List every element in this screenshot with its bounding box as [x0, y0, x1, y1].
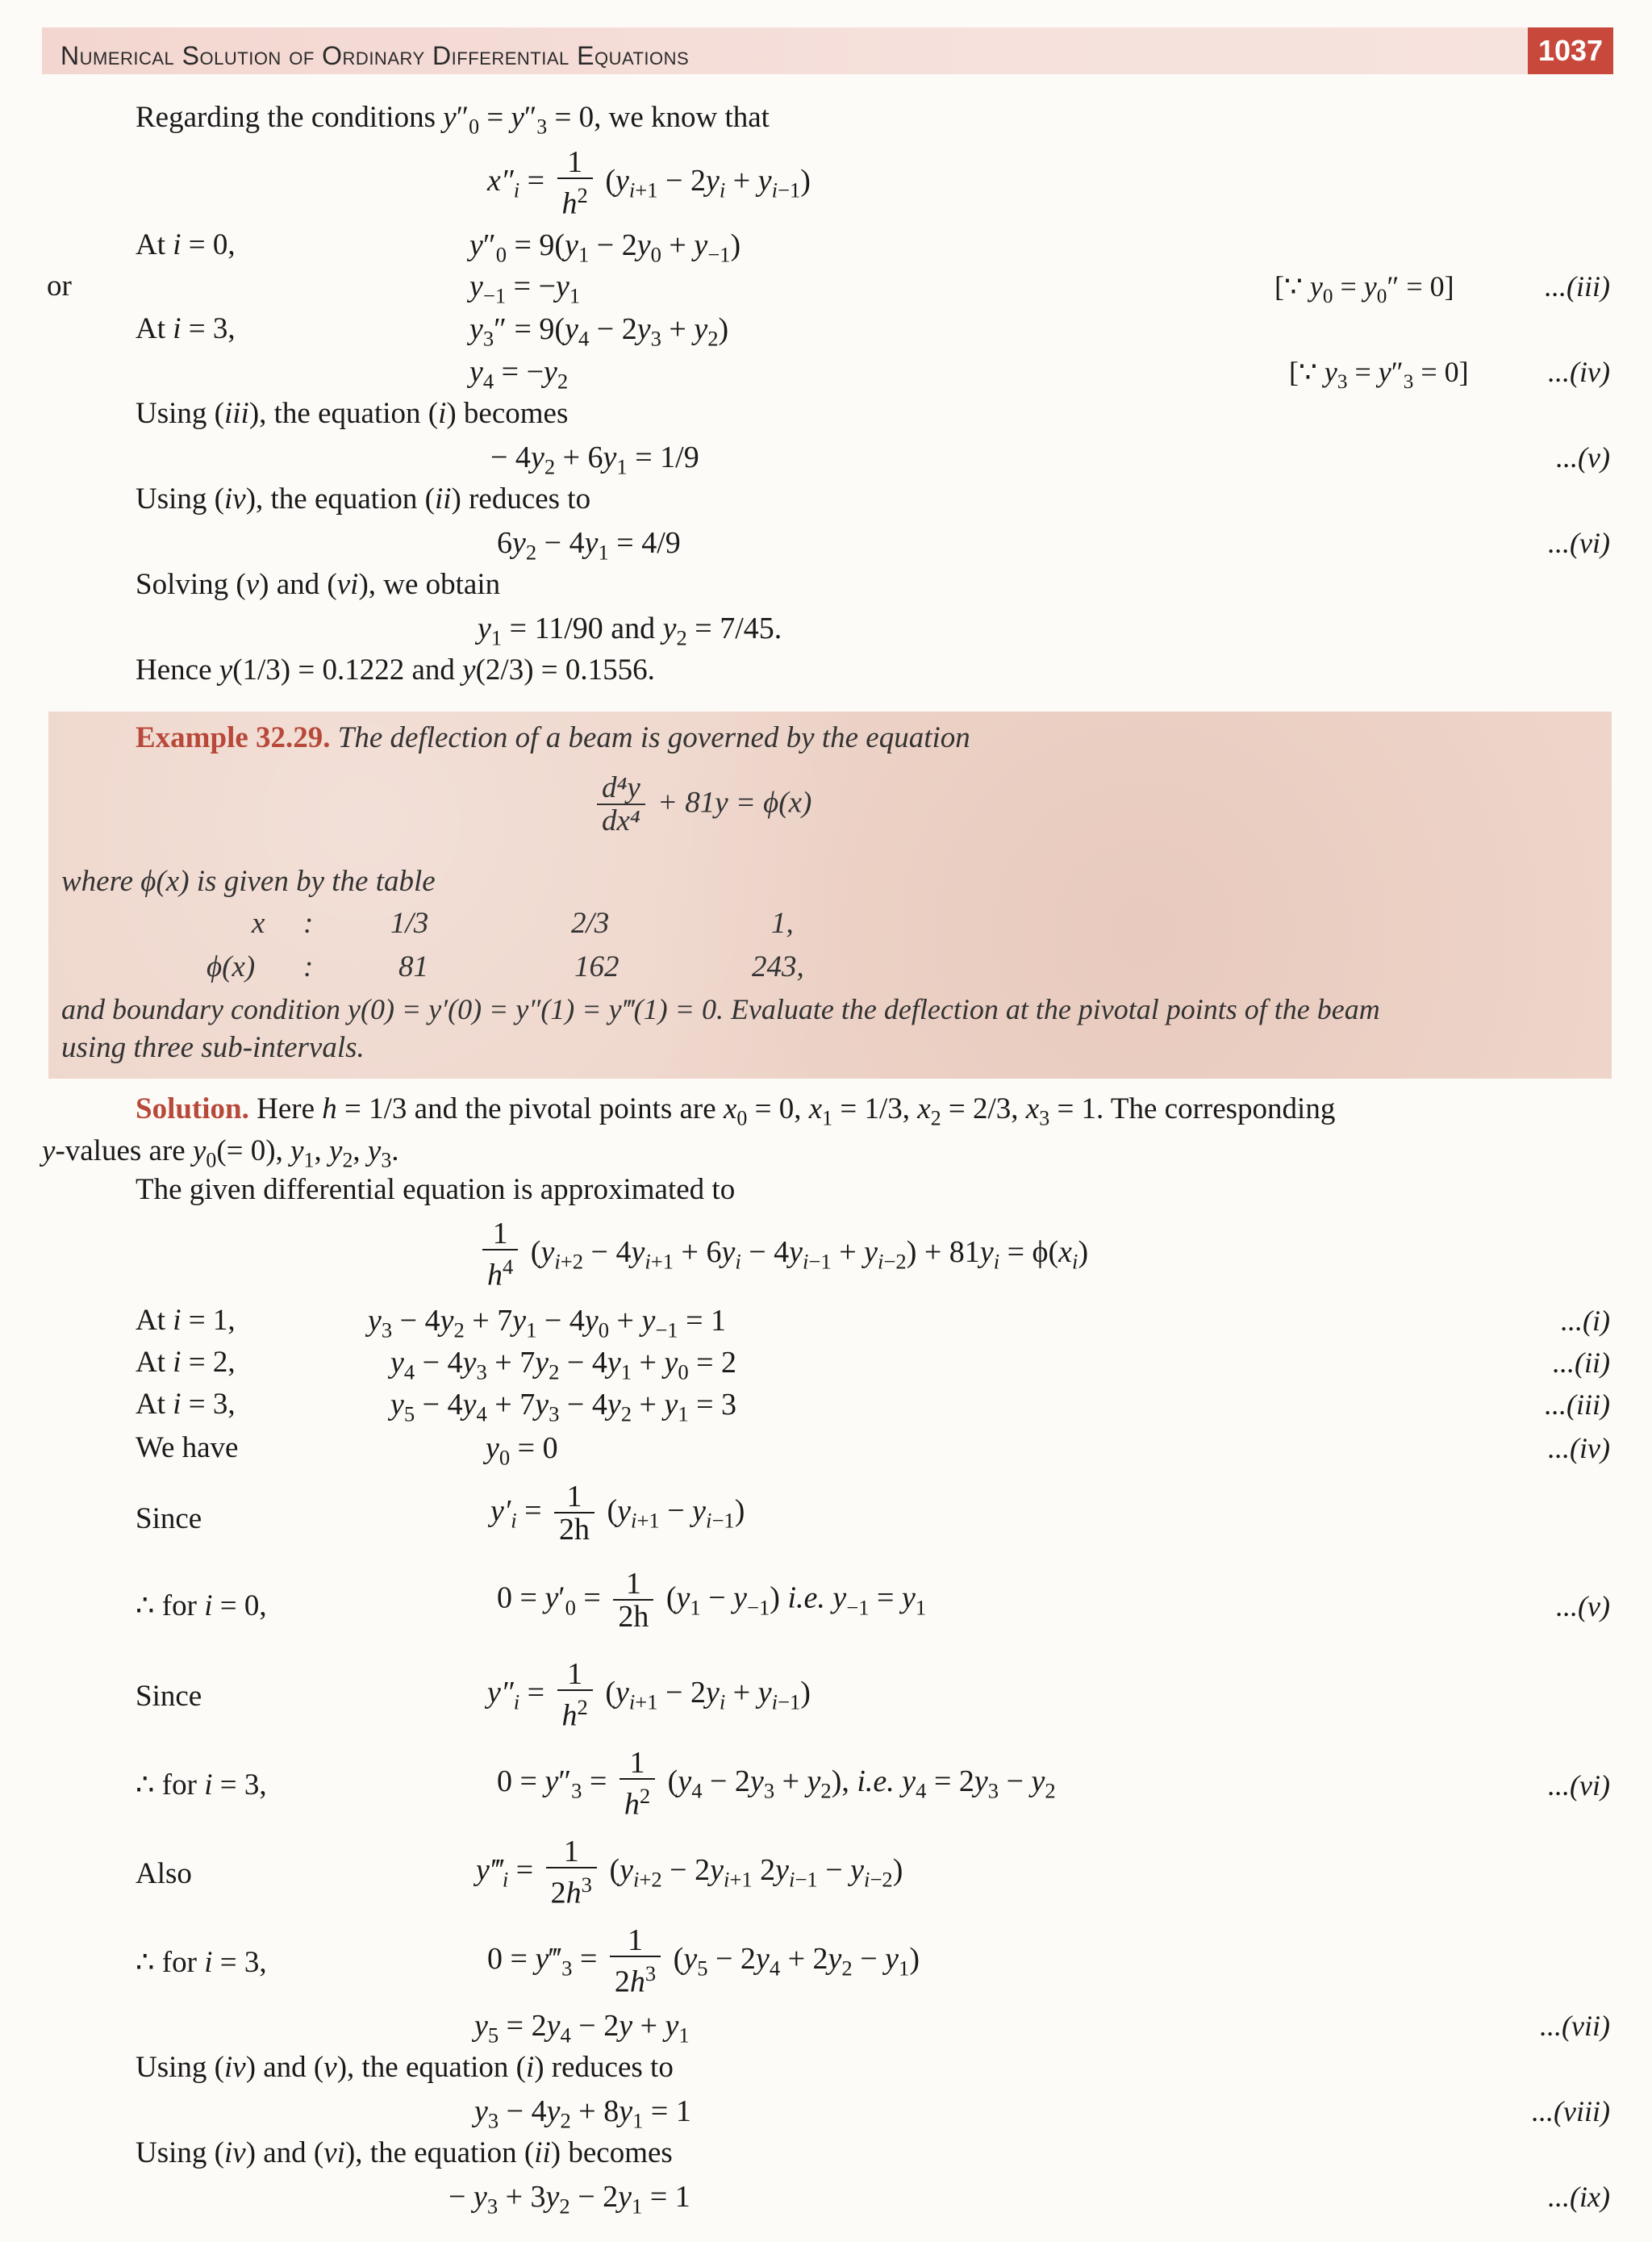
example-where: where ϕ(x) is given by the table: [61, 865, 436, 898]
label-also: Also: [136, 1857, 192, 1890]
fraction: $\frac{1}{h^4}$: [482, 1218, 518, 1292]
label-or: or: [47, 269, 72, 303]
eq-first-derivative: $y'_i$ = $\frac{1}{2h}$ $(y_{i+1} - y_{i-1})$: [490, 1480, 745, 1547]
fraction: $\frac{1}{2h^3}$: [610, 1925, 661, 1998]
eq-y4: $y_4 = -y_2$: [469, 355, 569, 394]
tag-vi-top: ...(vi): [1548, 527, 1610, 559]
example-statement: The deflection of a beam is governed by the equation: [337, 721, 970, 754]
solution-line3: The given differential equation is approximated to: [136, 1173, 736, 1206]
label-we-have: We have: [136, 1431, 239, 1464]
label-since-2: Since: [136, 1680, 202, 1713]
example-equation: $\frac{\text{d⁴y}}{\text{dx⁴}}$ + 81y = ϕ(x): [592, 773, 811, 837]
eq-v-top: − $4y_2 + 6y_1 = 1/9$: [490, 440, 699, 479]
fraction: $\frac{1}{2h}$: [554, 1481, 594, 1546]
eq-y-minus1: $y_{-1} = -y_1$: [469, 269, 581, 308]
tag-i: ...(i): [1561, 1305, 1610, 1337]
fraction: $\frac{1}{h^2}$: [557, 147, 593, 220]
using-iii-text: Using (iii), the equation (i) becomes: [136, 397, 569, 430]
table-row1-label: x: [252, 907, 265, 940]
table-row2-label: ϕ(x): [206, 950, 256, 983]
solution-line1: Solution. Here h = 1/3 and the pivotal points are $x_0 = 0$, $x_1 = 1/3$, $x_2 = 2/3$, $x_3 = 1$. The corresponding: [136, 1092, 1336, 1130]
eq-second-derivative: $x''_i$ = $\frac{1}{h^2}$ $(y_{i+1} - 2y_i + y_{i-1})$: [487, 145, 811, 221]
tag-iv-top: ...(iv): [1548, 356, 1610, 388]
note-iii: [∵ $y_0 = y_0'' = 0$]: [1274, 270, 1454, 308]
label-at-i1: At i = 1,: [136, 1304, 236, 1337]
running-header-title: Numerical Solution of Ordinary Differential Equations: [60, 41, 690, 70]
example-boundary-line1: and boundary condition y(0) = y′(0) = y″(1) = y‴(1) = 0. Evaluate the deflection at the pivotal points of the beam: [61, 993, 1380, 1025]
tag-ix: ...(ix): [1548, 2181, 1610, 2213]
eq-third-derivative: $y‴_i$ = $\frac{1}{2h^3}$ ($y_{i+2} - 2y_{i+1}$ $2y_{i-1} - y_{i-2}$): [476, 1835, 903, 1910]
eq-main-difference: $\frac{1}{h^4}$ $(y_{i+2} - 4y_{i+1} + 6y_i - 4y_{i-1} + y_{i-2}) + 81y_i = \phi(x_i)$: [478, 1218, 1088, 1292]
eq-i: $y_3 - 4y_2 + 7y_1 - 4y_0 + y_{-1} = 1$: [368, 1304, 727, 1342]
eq-ii: $y_4 - 4y_3 + 7y_2 - 4y_1 + y_0 = 2$: [390, 1346, 737, 1384]
tag-ii: ...(ii): [1553, 1346, 1610, 1379]
intro-text: Regarding the conditions $y''_0 = y''_3 = 0$, we know that: [136, 101, 770, 139]
label-since-1: Since: [136, 1502, 202, 1535]
eq-solution-values: $y_1 = 11/90$ and $y_2 = 7/45$.: [478, 612, 782, 650]
table-phi-value: 243,: [752, 950, 804, 983]
eq-iii: $y_5 - 4y_4 + 7y_3 - 4y_2 + y_1 = 3$: [390, 1388, 737, 1426]
label-at-i2: At i = 2,: [136, 1346, 236, 1379]
label-for-i3-a: ∴ for i = 3,: [136, 1768, 267, 1802]
tag-iii-top: ...(iii): [1545, 270, 1610, 303]
tag-vi: ...(vi): [1548, 1769, 1610, 1802]
using-iv-v-text: Using (iv) and (v), the equation (i) reduces to: [136, 2051, 674, 2084]
eq-y3-second: $y_3'' = 9(y_4 - 2y_3 + y_2)$: [469, 312, 729, 351]
eq-v: $0 = y'_0$ = $\frac{1}{2h}$ $(y_1 - y_{-1})$ i.e. $y_{-1} = y_1$: [497, 1567, 927, 1634]
label-for-i0: ∴ for i = 0,: [136, 1589, 267, 1622]
tag-iii: ...(iii): [1545, 1388, 1610, 1421]
example-boundary-line2: using three sub-intervals.: [61, 1031, 365, 1064]
fraction: $\frac{1}{2h^3}$: [546, 1836, 597, 1910]
note-iv: [∵ $y_3 = y''_3 = 0$]: [1289, 356, 1469, 394]
eq-vii: $y_5 = 2y_4 - 2y + y_1$: [474, 2009, 690, 2048]
tag-vii: ...(vii): [1540, 2010, 1610, 2042]
example-label: Example 32.29.: [136, 721, 331, 754]
tag-v: ...(v): [1556, 1590, 1610, 1622]
label-for-i3-b: ∴ for i = 3,: [136, 1946, 267, 1979]
tag-viii: ...(viii): [1532, 2095, 1610, 2127]
label-at-i3-sol: At i = 3,: [136, 1388, 236, 1421]
eq-viii: $y_3 - 4y_2 + 8y_1 = 1$: [474, 2094, 691, 2133]
table-phi-value: 162: [574, 950, 620, 983]
page-number: 1037: [1528, 27, 1613, 74]
table-x-value: 1,: [771, 907, 794, 940]
eq-vii-derivation: $0 = y‴_3$ = $\frac{1}{2h^3}$ $(y_5 - 2y_4 + 2y_2 - y_1)$: [487, 1923, 920, 1999]
eq-y0-second: $y''_0 = 9(y_1 - 2y_0 + y_{-1})$: [469, 228, 741, 267]
label-at-i0: At i = 0,: [136, 228, 236, 261]
eq-second-derivative-2: $y''_i$ = $\frac{1}{h^2}$ $(y_{i+1} - 2y_i + y_{i-1})$: [487, 1657, 811, 1733]
fraction: $\frac{1}{2h}$: [613, 1568, 653, 1633]
using-iv-text: Using (iv), the equation (ii) reduces to: [136, 482, 591, 516]
table-x-value: 2/3: [571, 907, 610, 940]
hence-text: Hence y(1/3) = 0.1222 and y(2/3) = 0.1556.: [136, 653, 655, 687]
tag-v-top: ...(v): [1556, 441, 1610, 474]
table-x-value: 1/3: [390, 907, 429, 940]
eq-ix: − $y_3 + 3y_2 - 2y_1 = 1$: [448, 2180, 690, 2219]
fraction: $\frac{\text{d⁴y}}{\text{dx⁴}}$: [597, 773, 645, 837]
solution-line2: y-values are $y_0(= 0)$, $y_1$, $y_2$, $y_3$.: [42, 1134, 399, 1172]
fraction: $\frac{1}{h^2}$: [557, 1659, 593, 1732]
tag-iv: ...(iv): [1548, 1432, 1610, 1464]
solving-text: Solving (v) and (vi), we obtain: [136, 568, 501, 601]
table-phi-value: 81: [398, 950, 428, 983]
using-iv-vi-text: Using (iv) and (vi), the equation (ii) becomes: [136, 2136, 673, 2169]
label-at-i3: At i = 3,: [136, 312, 236, 345]
eq-vi: $0 = y''_3$ = $\frac{1}{h^2}$ $(y_4 - 2y_3 + y_2)$, i.e. $y_4 = 2y_3 - y_2$: [497, 1746, 1056, 1822]
eq-iv: $y_0 = 0$: [486, 1431, 558, 1470]
table-colon: :: [303, 907, 314, 940]
example-heading: [136, 720, 970, 757]
eq-vi-top: $6y_2 - 4y_1 = 4/9$: [497, 526, 681, 565]
solution-label: Solution.: [136, 1092, 249, 1125]
table-colon: :: [303, 950, 314, 983]
fraction: $\frac{1}{h^2}$: [620, 1747, 655, 1821]
